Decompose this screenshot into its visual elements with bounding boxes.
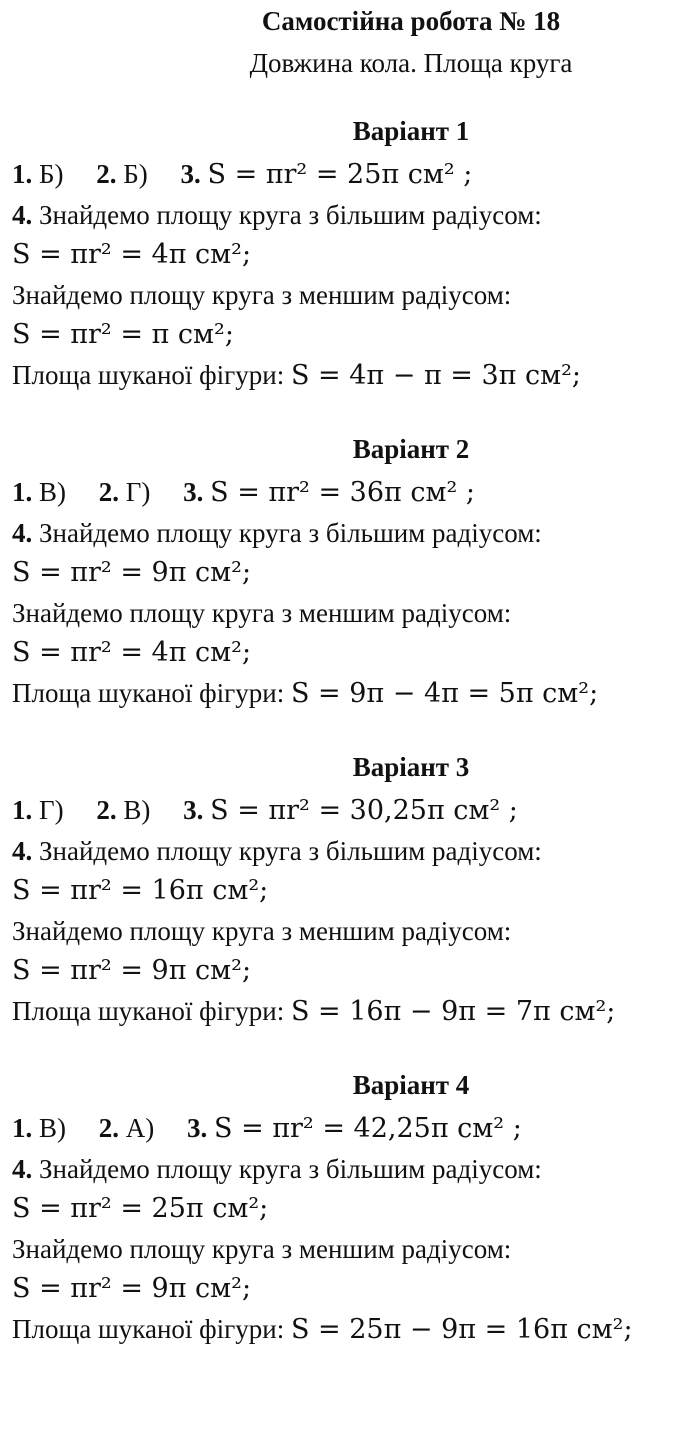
question-number: 2. xyxy=(98,477,119,507)
task-text: Знайдемо площу круга з меншим радіусом: xyxy=(12,1234,512,1264)
formula: S = 9π − 4π = 5π см²; xyxy=(290,678,599,709)
formula: S = 16π − 9π = 7π см²; xyxy=(290,996,616,1027)
formula: S = 4π − π = 3π см²; xyxy=(290,360,582,391)
question-number: 4. xyxy=(12,200,33,230)
answer: В) xyxy=(39,477,66,507)
variant-1-section xyxy=(12,78,690,396)
question-number: 2. xyxy=(98,1113,119,1143)
task-4-line xyxy=(12,1149,690,1189)
question-number: 4. xyxy=(12,1154,33,1184)
variant-3-section xyxy=(12,714,690,1032)
answers-line xyxy=(12,472,690,513)
variant-4-section xyxy=(12,1032,690,1350)
task-text: Знайдемо площу круга з меншим радіусом: xyxy=(12,598,512,628)
result-text: Площа шуканої фігури: xyxy=(12,678,291,708)
formula: S = πr² = 9π см²; xyxy=(12,955,252,986)
task-text: Знайдемо площу круга з меншим радіусом: xyxy=(12,916,512,946)
answer: Г) xyxy=(39,795,64,825)
variant-heading: Варіант 2 xyxy=(352,434,470,464)
variant-heading: Варіант 4 xyxy=(352,1070,470,1100)
task-4-line xyxy=(12,195,690,235)
result-line xyxy=(12,991,690,1032)
formula: S = πr² = 9π см²; xyxy=(12,557,252,588)
variant-heading: Варіант 3 xyxy=(352,752,470,782)
question-number: 3. xyxy=(183,477,204,507)
document-title: Самостійна робота № 18 xyxy=(261,6,561,36)
question-number: 3. xyxy=(183,795,204,825)
answers-line xyxy=(12,1108,690,1149)
question-number: 2. xyxy=(96,795,117,825)
document-subtitle: Довжина кола. Площа круга xyxy=(249,48,573,78)
formula: S = πr² = 4π см²; xyxy=(12,239,252,270)
task-text: Знайдемо площу круга з більшим радіусом: xyxy=(39,836,542,866)
formula: S = πr² = 36π см² ; xyxy=(210,477,475,508)
question-number: 1. xyxy=(12,1113,33,1143)
question-number: 1. xyxy=(12,795,33,825)
formula: S = πr² = 16π см²; xyxy=(12,875,269,906)
question-number: 1. xyxy=(12,159,33,189)
formula: S = 25π − 9π = 16π см²; xyxy=(290,1314,633,1345)
variant-2-section xyxy=(12,396,690,714)
answer: А) xyxy=(125,1113,155,1143)
answer: Б) xyxy=(39,159,64,189)
formula: S = πr² = 25π см²; xyxy=(12,1193,269,1224)
answer: В) xyxy=(123,795,151,825)
task-text: Знайдемо площу круга з меншим радіусом: xyxy=(12,280,512,310)
question-number: 4. xyxy=(12,836,33,866)
result-text: Площа шуканої фігури: xyxy=(12,996,291,1026)
question-number: 2. xyxy=(96,159,117,189)
formula: S = πr² = 25π см² ; xyxy=(207,159,473,190)
task-4-line xyxy=(12,831,690,871)
question-number: 1. xyxy=(12,477,33,507)
variant-heading: Варіант 1 xyxy=(352,116,470,146)
task-text: Знайдемо площу круга з більшим радіусом: xyxy=(39,1154,542,1184)
answers-line xyxy=(12,790,690,831)
answers-line xyxy=(12,154,690,195)
question-number: 3. xyxy=(187,1113,208,1143)
task-text: Знайдемо площу круга з більшим радіусом: xyxy=(39,200,542,230)
formula: S = πr² = 9π см²; xyxy=(12,1273,252,1304)
result-line xyxy=(12,355,690,396)
formula: S = πr² = π см²; xyxy=(12,319,234,350)
task-4-line xyxy=(12,513,690,553)
answer: В) xyxy=(39,1113,66,1143)
result-text: Площа шуканої фігури: xyxy=(12,1314,291,1344)
formula: S = πr² = 4π см²; xyxy=(12,637,252,668)
result-line xyxy=(12,1309,690,1350)
answer: Г) xyxy=(125,477,151,507)
question-number: 3. xyxy=(180,159,201,189)
answer: Б) xyxy=(123,159,148,189)
result-text: Площа шуканої фігури: xyxy=(12,360,291,390)
result-line xyxy=(12,673,690,714)
question-number: 4. xyxy=(12,518,33,548)
formula: S = πr² = 30,25π см² ; xyxy=(210,795,518,826)
task-text: Знайдемо площу круга з більшим радіусом: xyxy=(39,518,542,548)
formula: S = πr² = 42,25π см² ; xyxy=(214,1113,522,1144)
